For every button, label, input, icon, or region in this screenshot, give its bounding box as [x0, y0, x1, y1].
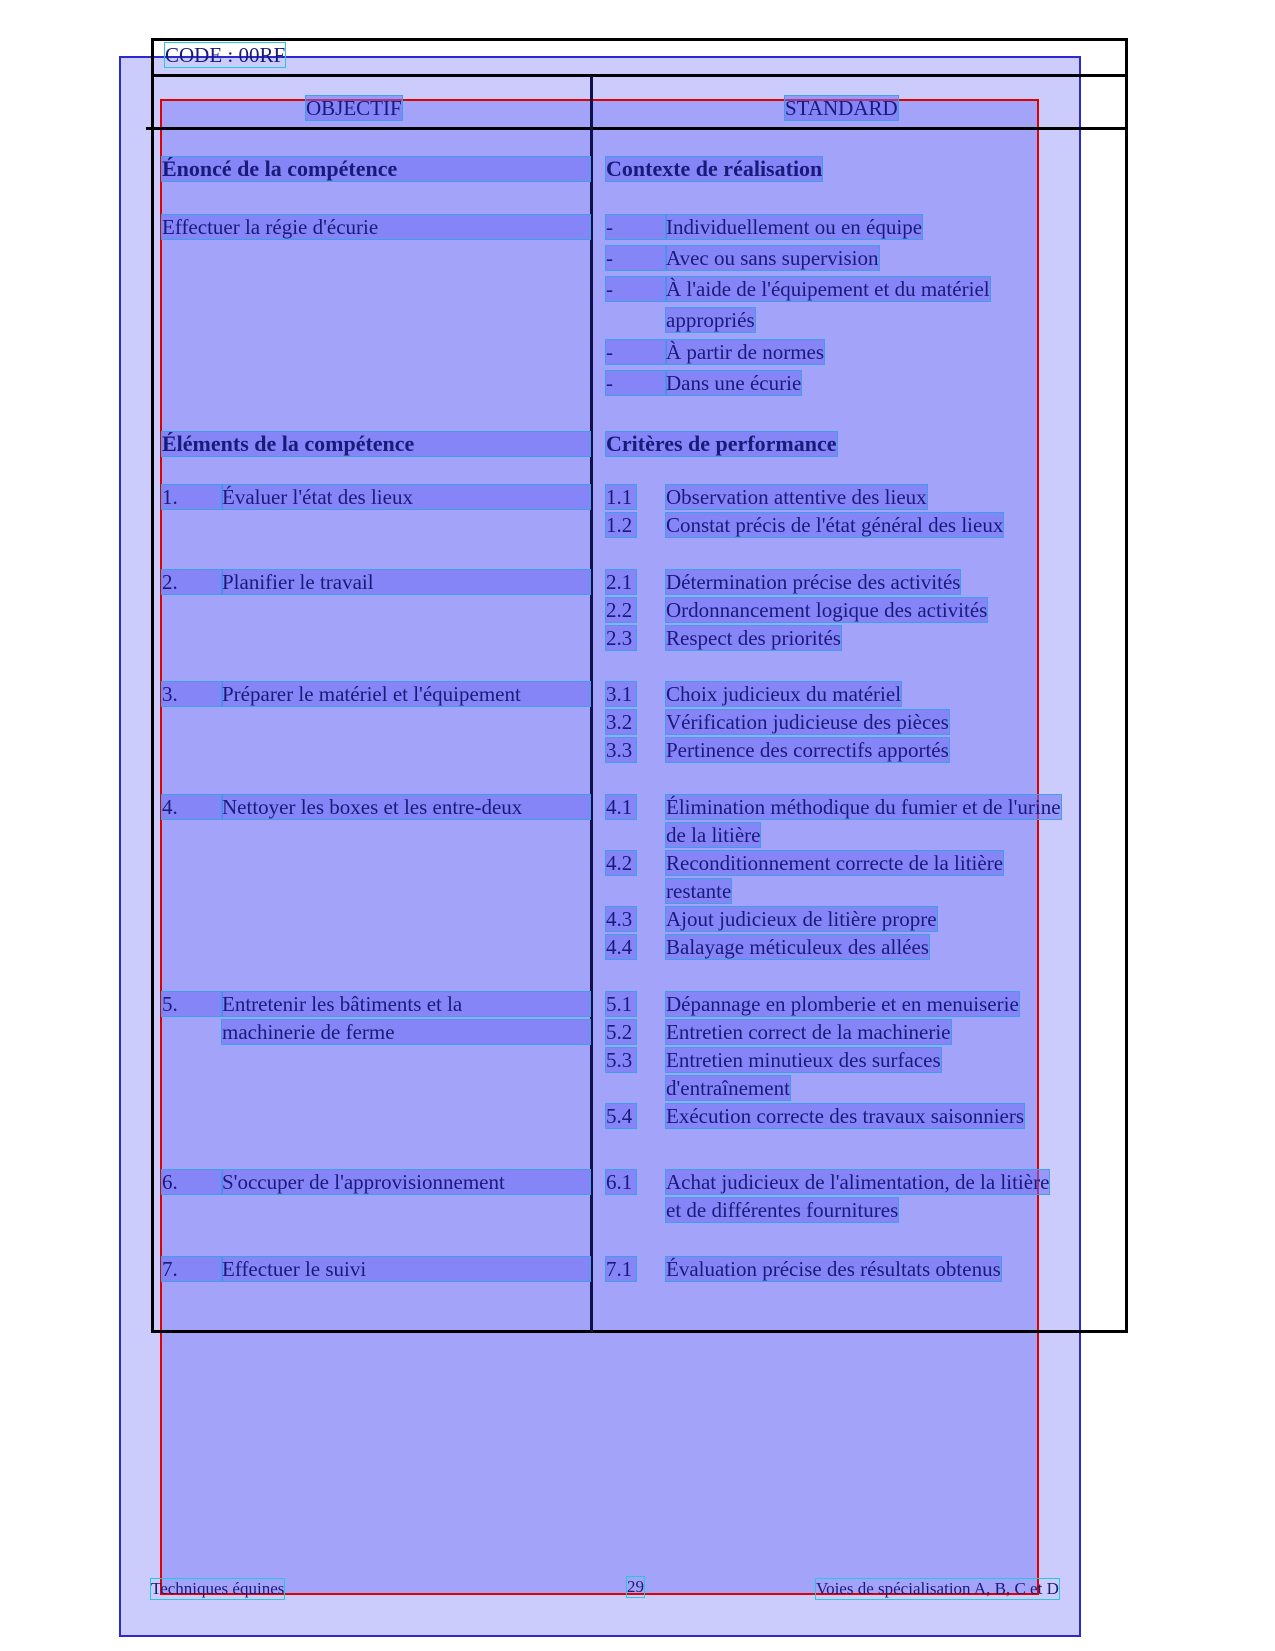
critere-label: Observation attentive des lieux: [666, 485, 927, 509]
critere-number: 4.1: [606, 795, 636, 819]
enonce-text: Effectuer la régie d'écurie: [162, 215, 590, 239]
critere-number: 4.4: [606, 935, 636, 959]
frame-right: [1125, 38, 1128, 1333]
critere-number: 4.3: [606, 907, 636, 931]
critere-number: 2.1: [606, 570, 636, 594]
element-label: S'occuper de l'approvisionnement: [222, 1170, 590, 1194]
contexte-item: Avec ou sans supervision: [666, 246, 879, 270]
critere-label: d'entraînement: [666, 1076, 790, 1100]
footer-left: Techniques équines: [151, 1579, 285, 1598]
contexte-bullet: -: [606, 371, 666, 395]
critere-label: Balayage méticuleux des allées: [666, 935, 929, 959]
page-number: 29: [627, 1577, 644, 1596]
contexte-bullet: -: [606, 277, 666, 301]
critere-number: 5.1: [606, 992, 636, 1016]
contexte-item: appropriés: [666, 308, 755, 332]
critere-label: Pertinence des correctifs apportés: [666, 738, 949, 762]
element-label: Préparer le matériel et l'équipement: [222, 682, 590, 706]
element-number: 5.: [162, 992, 222, 1016]
contexte-item: À l'aide de l'équipement et du matériel: [666, 277, 990, 301]
element-label: Évaluer l'état des lieux: [222, 485, 590, 509]
element-label: Nettoyer les boxes et les entre-deux: [222, 795, 590, 819]
critere-label: Détermination précise des activités: [666, 570, 961, 594]
critere-label: Élimination méthodique du fumier et de l'urine: [666, 795, 1061, 819]
element-number: 7.: [162, 1257, 222, 1281]
critere-label: restante: [666, 879, 732, 903]
contexte-bullet: -: [606, 215, 666, 239]
element-number: 2.: [162, 570, 222, 594]
critere-label: Achat judicieux de l'alimentation, de la litière: [666, 1170, 1050, 1194]
critere-number: 1.2: [606, 513, 636, 537]
critere-label: Constat précis de l'état général des lieux: [666, 513, 1004, 537]
critere-number: 5.4: [606, 1104, 636, 1128]
critere-label: et de différentes fournitures: [666, 1198, 899, 1222]
element-number: 4.: [162, 795, 222, 819]
element-label: Planifier le travail: [222, 570, 590, 594]
critere-number: 3.3: [606, 738, 636, 762]
header-standard: STANDARD: [785, 96, 898, 120]
critere-number: 7.1: [606, 1257, 636, 1281]
element-number: 6.: [162, 1170, 222, 1194]
contexte-title: Contexte de réalisation: [606, 156, 823, 181]
element-label: Entretenir les bâtiments et la: [222, 992, 590, 1016]
critere-number: 3.1: [606, 682, 636, 706]
critere-label: Dépannage en plomberie et en menuiserie: [666, 992, 1019, 1016]
critere-label: Ordonnancement logique des activités: [666, 598, 988, 622]
frame-bottom: [151, 1330, 1128, 1333]
contexte-item: À partir de normes: [666, 340, 825, 364]
elements-title: Éléments de la compétence: [162, 432, 590, 456]
frame-code-divider: [151, 74, 1128, 77]
header-objective: OBJECTIF: [306, 96, 402, 120]
critere-label: Entretien correct de la machinerie: [666, 1020, 951, 1044]
contexte-item: Individuellement ou en équipe: [666, 215, 923, 239]
element-label: machinerie de ferme: [222, 1020, 590, 1044]
footer-right: Voies de spécialisation A, B, C et D: [816, 1579, 1059, 1598]
enonce-title: Énoncé de la compétence: [162, 157, 590, 181]
critere-label: Exécution correcte des travaux saisonniers: [666, 1104, 1025, 1128]
critere-label: Entretien minutieux des surfaces: [666, 1048, 941, 1072]
element-label: Effectuer le suivi: [222, 1257, 590, 1281]
course-code: CODE : 00RF: [165, 43, 286, 67]
critere-label: Vérification judicieuse des pièces: [666, 710, 949, 734]
contexte-item: Dans une écurie: [666, 371, 802, 395]
critere-number: 5.3: [606, 1048, 636, 1072]
critere-number: 5.2: [606, 1020, 636, 1044]
critere-number: 1.1: [606, 485, 636, 509]
contexte-bullet: -: [606, 246, 666, 270]
critere-label: Évaluation précise des résultats obtenus: [666, 1257, 1001, 1281]
critere-number: 2.2: [606, 598, 636, 622]
content-region-overlay: [160, 99, 1039, 1595]
critere-number: 4.2: [606, 851, 636, 875]
frame-header-divider: [146, 127, 1128, 130]
critere-label: Reconditionnement correcte de la litière: [666, 851, 1004, 875]
element-number: 3.: [162, 682, 222, 706]
critere-number: 2.3: [606, 626, 636, 650]
critere-label: Respect des priorités: [666, 626, 841, 650]
criteres-title: Critères de performance: [606, 431, 837, 456]
column-divider: [590, 76, 593, 1332]
element-number: 1.: [162, 485, 222, 509]
critere-label: Choix judicieux du matériel: [666, 682, 902, 706]
critere-label: Ajout judicieux de litière propre: [666, 907, 937, 931]
frame-top: [151, 38, 1128, 41]
critere-number: 3.2: [606, 710, 636, 734]
critere-number: 6.1: [606, 1170, 636, 1194]
critere-label: de la litière: [666, 823, 761, 847]
frame-left: [151, 38, 154, 1333]
contexte-bullet: -: [606, 340, 666, 364]
